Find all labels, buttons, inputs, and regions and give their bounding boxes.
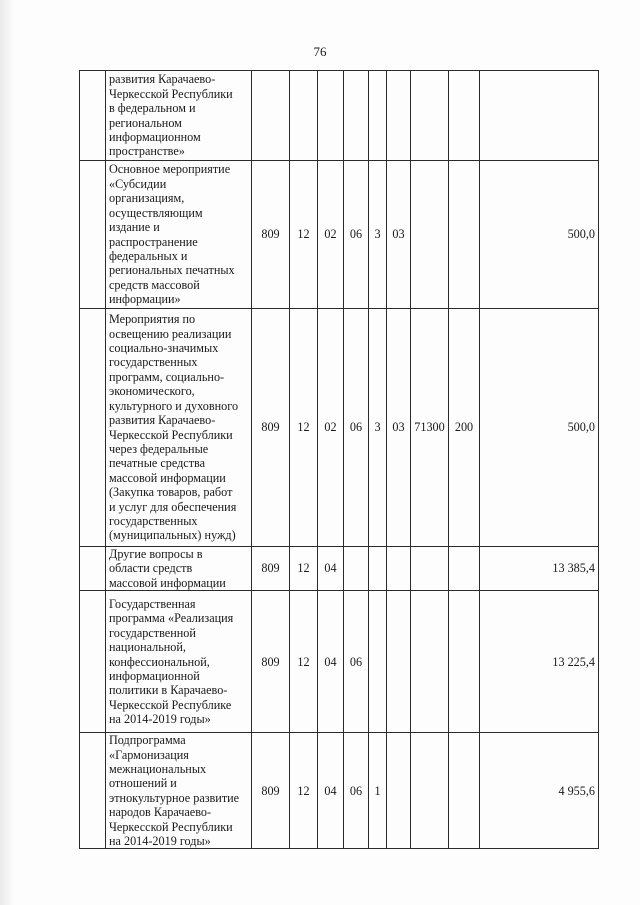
cell-csr-event: 03 — [387, 161, 411, 309]
name-line: Черкесской Республики — [109, 819, 233, 834]
cell-csr-subprogram: 1 — [369, 733, 387, 849]
cell-ved: 809 — [252, 547, 290, 591]
cell-pr — [318, 71, 344, 161]
scan-shadow — [0, 0, 14, 905]
page-number: 76 — [313, 44, 327, 59]
cell-csr-program — [344, 547, 369, 591]
name-line: Основное мероприятие — [109, 162, 231, 177]
cell-ved: 809 — [252, 733, 290, 849]
name-line: Государственная — [109, 596, 196, 611]
name-line: федеральных и — [109, 248, 188, 263]
cell-csr-program — [344, 71, 369, 161]
cell-rz: 12 — [290, 309, 318, 547]
name-line: региональном — [109, 115, 182, 130]
cell-rz — [290, 71, 318, 161]
name-line: национальной, — [109, 640, 186, 655]
cell-index — [80, 309, 106, 547]
name-line: Подпрограмма — [109, 733, 186, 748]
cell-sum: 500,0 — [480, 309, 599, 547]
name-line: государственных — [109, 355, 198, 370]
cell-pr: 04 — [318, 591, 344, 733]
name-line: Черкесской Республики — [109, 86, 233, 101]
name-line: государственной — [109, 625, 196, 640]
cell-csr-event: 03 — [387, 309, 411, 547]
cell-index — [80, 71, 106, 161]
cell-csr-program: 06 — [344, 309, 369, 547]
cell-vr — [449, 591, 480, 733]
cell-csr-event — [387, 71, 411, 161]
cell-ved: 809 — [252, 309, 290, 547]
table-row — [80, 547, 599, 591]
name-line: Другие вопросы в — [109, 547, 203, 561]
name-line: издание и — [109, 220, 160, 235]
name-line: средств массовой — [109, 277, 200, 292]
name-line: в федеральном и — [109, 101, 196, 116]
cell-sum: 13 385,4 — [480, 547, 599, 591]
name-line: (муниципальных) нужд) — [109, 528, 236, 543]
cell-name — [106, 591, 252, 733]
name-line: развития Карачаево- — [109, 413, 216, 428]
cell-rz: 12 — [290, 591, 318, 733]
cell-ved: 809 — [252, 591, 290, 733]
cell-ved — [252, 71, 290, 161]
name-line: этнокультурное развитие — [109, 790, 240, 805]
cell-csr-event — [387, 591, 411, 733]
cell-sum: 4 955,6 — [480, 733, 599, 849]
cell-index — [80, 591, 106, 733]
name-line: народов Карачаево- — [109, 805, 212, 820]
cell-name — [106, 309, 252, 547]
cell-csr-direction — [411, 71, 449, 161]
cell-csr-direction — [411, 591, 449, 733]
cell-csr-event — [387, 547, 411, 591]
cell-csr-subprogram: 3 — [369, 161, 387, 309]
cell-csr-program: 06 — [344, 161, 369, 309]
cell-vr — [449, 71, 480, 161]
table-row — [80, 309, 599, 547]
name-line: печатные средства — [109, 456, 206, 471]
cell-name — [106, 547, 252, 591]
cell-index — [80, 733, 106, 849]
name-line: организациям, — [109, 191, 185, 206]
name-line: программ, социально- — [109, 369, 225, 384]
cell-csr-direction — [411, 547, 449, 591]
name-line: массовой информации — [109, 575, 226, 590]
cell-sum — [480, 71, 599, 161]
cell-csr-subprogram — [369, 591, 387, 733]
cell-name — [106, 161, 252, 309]
name-line: государственных — [109, 513, 198, 528]
cell-index — [80, 547, 106, 591]
name-line: и услуг для обеспечения — [109, 499, 237, 514]
name-line: информации» — [109, 292, 181, 307]
name-line: через федеральные — [109, 441, 209, 456]
table-row — [80, 161, 599, 309]
name-line: «Гармонизация — [109, 747, 189, 762]
name-line: культурного и духовного — [109, 398, 239, 413]
cell-pr: 04 — [318, 733, 344, 849]
cell-pr: 02 — [318, 309, 344, 547]
name-line: Мероприятия по — [109, 312, 196, 327]
name-line: массовой информации — [109, 470, 226, 485]
cell-sum: 13 225,4 — [480, 591, 599, 733]
name-line: на 2014-2019 годы» — [109, 712, 211, 727]
cell-csr-subprogram — [369, 547, 387, 591]
name-line: Черкесской Республике — [109, 697, 232, 712]
budget-table-body — [80, 71, 599, 849]
name-line: области средств — [109, 561, 193, 576]
name-line: на 2014-2019 годы» — [109, 834, 211, 849]
cell-rz: 12 — [290, 547, 318, 591]
cell-csr-subprogram — [369, 71, 387, 161]
cell-name — [106, 71, 252, 161]
cell-vr: 200 — [449, 309, 480, 547]
cell-csr-direction — [411, 161, 449, 309]
cell-vr — [449, 733, 480, 849]
name-line: информационном — [109, 129, 201, 144]
name-line: отношений и — [109, 776, 177, 791]
cell-csr-direction — [411, 733, 449, 849]
name-line: развития Карачаево- — [109, 72, 216, 87]
name-line: политики в Карачаево- — [109, 683, 228, 698]
cell-vr — [449, 547, 480, 591]
table-row — [80, 591, 599, 733]
cell-vr — [449, 161, 480, 309]
name-line: социально-значимых — [109, 341, 219, 356]
cell-name — [106, 733, 252, 849]
name-line: программа «Реализация — [109, 611, 234, 626]
name-line: межнациональных — [109, 762, 207, 777]
cell-sum: 500,0 — [480, 161, 599, 309]
cell-csr-subprogram: 3 — [369, 309, 387, 547]
cell-csr-program: 06 — [344, 733, 369, 849]
cell-rz: 12 — [290, 161, 318, 309]
name-line: Черкесской Республики — [109, 427, 233, 442]
table-row — [80, 733, 599, 849]
cell-csr-direction: 71300 — [411, 309, 449, 547]
cell-pr: 04 — [318, 547, 344, 591]
cell-csr-program: 06 — [344, 591, 369, 733]
name-line: экономического, — [109, 384, 195, 399]
budget-table — [79, 70, 599, 849]
cell-rz: 12 — [290, 733, 318, 849]
table-row — [80, 71, 599, 161]
name-line: распространение — [109, 234, 198, 249]
cell-csr-event — [387, 733, 411, 849]
cell-ved: 809 — [252, 161, 290, 309]
name-line: осуществляющим — [109, 205, 203, 220]
name-line: региональных печатных — [109, 263, 235, 278]
name-line: освещению реализации — [109, 326, 232, 341]
cell-pr: 02 — [318, 161, 344, 309]
name-line: конфессиональной, — [109, 654, 210, 669]
name-line: информационной — [109, 668, 200, 683]
cell-index — [80, 161, 106, 309]
name-line: (Закупка товаров, работ — [109, 485, 233, 500]
name-line: пространстве» — [109, 144, 185, 159]
name-line: «Субсидии — [109, 176, 167, 191]
